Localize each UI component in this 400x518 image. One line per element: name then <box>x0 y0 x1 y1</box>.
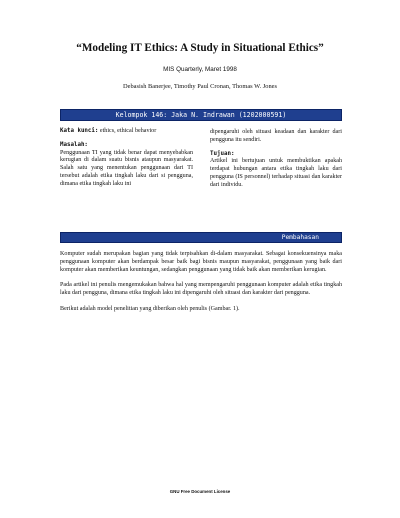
problem-label: Masalah: <box>60 141 88 148</box>
keywords-value: ethics, ethical behavior <box>98 128 157 134</box>
problem-text: Penggunaan TI yang tidak benar dapat menyebabkan kerugian di dalam suatu bisnis ataupun masyarakat. Salah satu yang menentukan penggunaan dari TI tersebut adalah etika tingkah laku dari si pengguna, dimana etika tingkah laku ini <box>60 149 193 187</box>
right-column <box>210 129 342 190</box>
license-footer: GNU Free Document License <box>169 489 231 494</box>
body-paragraph: Komputer sudah merupakan bagian yang tidak terpisahkan di-dalam masyarakat. Sebagai konsekuensinya maka penggunaan komputer akan berdampak besar baik bagi bisnis maupun masyarakat, penggunaan yang baik dari komputer akan memberikan keuntungan, sedangkan penggunaan yang tidak baik akan memberikan kerugian. <box>60 251 342 273</box>
left-column <box>60 128 193 189</box>
body-paragraph: Berikut adalah model penelitian yang diberikan oleh penulis (Gambar. 1). <box>60 305 240 312</box>
problem-text-continued: dipengaruhi oleh situasi keadaan dan karakter dari pengguna itu sendiri. <box>210 129 342 143</box>
journal-citation: MIS Quarterly, Maret 1998 <box>163 66 237 73</box>
body-paragraph: Pada artikel ini penulis mengemukakan bahwa hal yang mempengaruhi penggunaan komputer adalah etika tingkah laku dari pengguna, dimana etika tingkah laku ini dipengaruhi oleh situasi dan karakter dari pengguna. <box>60 282 342 297</box>
keywords-line <box>60 128 193 136</box>
paper-title: “Modeling IT Ethics: A Study in Situational Ethics” <box>76 42 324 54</box>
author-list: Debasish Banerjee, Timothy Paul Cronan, Thomas W. Jones <box>123 83 277 90</box>
group-banner: Kelompok 146: Jaka N. Indrawan (1202000591) <box>60 109 342 121</box>
discussion-body <box>60 251 342 322</box>
keywords-label: Kata kunci: <box>60 128 99 134</box>
goal-label: Tujuan: <box>210 150 235 157</box>
section-banner-discussion: Pembahasan <box>60 232 342 243</box>
goal-text: Artikel ini bertujuan untuk membuktikan apakah terdapat hubungan antara etika tingkah laku dari pengguna (IS personnel) terhadap situasi dan karakter dari individu. <box>210 158 342 188</box>
